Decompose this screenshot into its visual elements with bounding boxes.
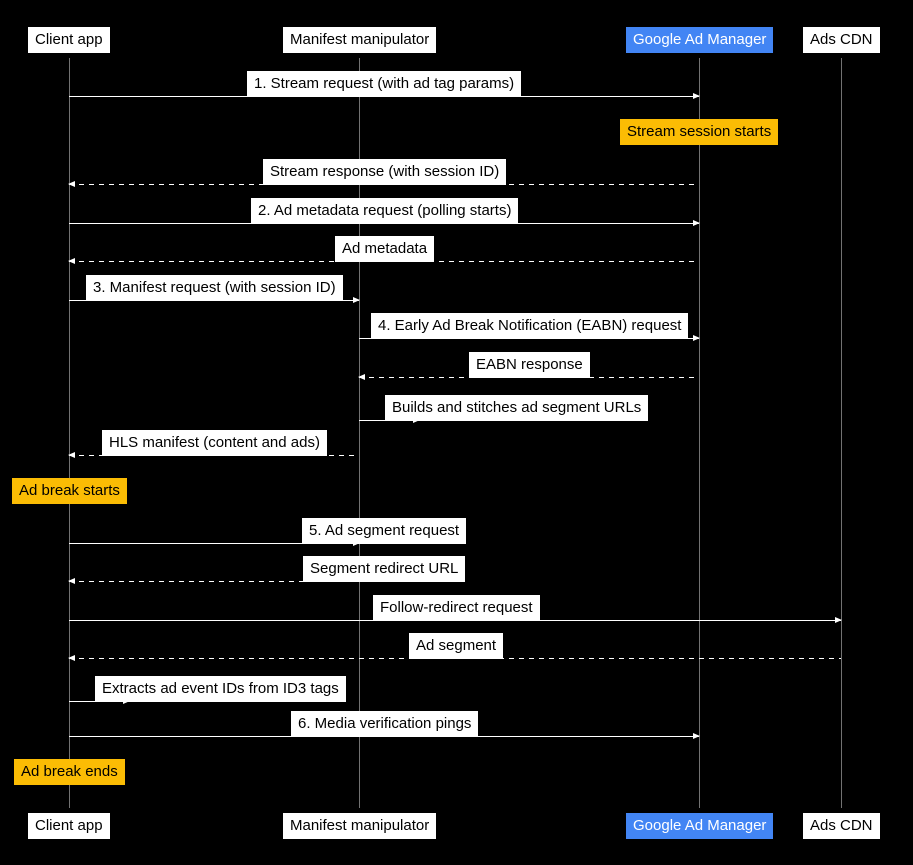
message-label: HLS manifest (content and ads) [102, 430, 327, 456]
lifeline [699, 58, 700, 808]
message-label: 6. Media verification pings [291, 711, 478, 737]
message-label: 2. Ad metadata request (polling starts) [251, 198, 518, 224]
message-label: Ad segment [409, 633, 503, 659]
message-label: 5. Ad segment request [302, 518, 466, 544]
lifeline [69, 58, 70, 808]
actor-top-manifest-manipulator: Manifest manipulator [283, 27, 436, 53]
message-label: Builds and stitches ad segment URLs [385, 395, 648, 421]
actor-bottom-manifest-manipulator: Manifest manipulator [283, 813, 436, 839]
message-label: Follow-redirect request [373, 595, 540, 621]
message-label: Extracts ad event IDs from ID3 tags [95, 676, 346, 702]
note-marker: Stream session starts [620, 119, 778, 145]
lifeline [841, 58, 842, 808]
actor-bottom-google-ad-manager: Google Ad Manager [626, 813, 773, 839]
message-label: Ad metadata [335, 236, 434, 262]
note-marker: Ad break ends [14, 759, 125, 785]
message-label: 1. Stream request (with ad tag params) [247, 71, 521, 97]
actor-top-ads-cdn: Ads CDN [803, 27, 880, 53]
actor-bottom-ads-cdn: Ads CDN [803, 813, 880, 839]
actor-top-client-app: Client app [28, 27, 110, 53]
note-marker: Ad break starts [12, 478, 127, 504]
message-label: Segment redirect URL [303, 556, 465, 582]
actor-bottom-client-app: Client app [28, 813, 110, 839]
actor-top-google-ad-manager: Google Ad Manager [626, 27, 773, 53]
message-label: 3. Manifest request (with session ID) [86, 275, 343, 301]
message-label: 4. Early Ad Break Notification (EABN) request [371, 313, 688, 339]
message-label: EABN response [469, 352, 590, 378]
message-label: Stream response (with session ID) [263, 159, 506, 185]
